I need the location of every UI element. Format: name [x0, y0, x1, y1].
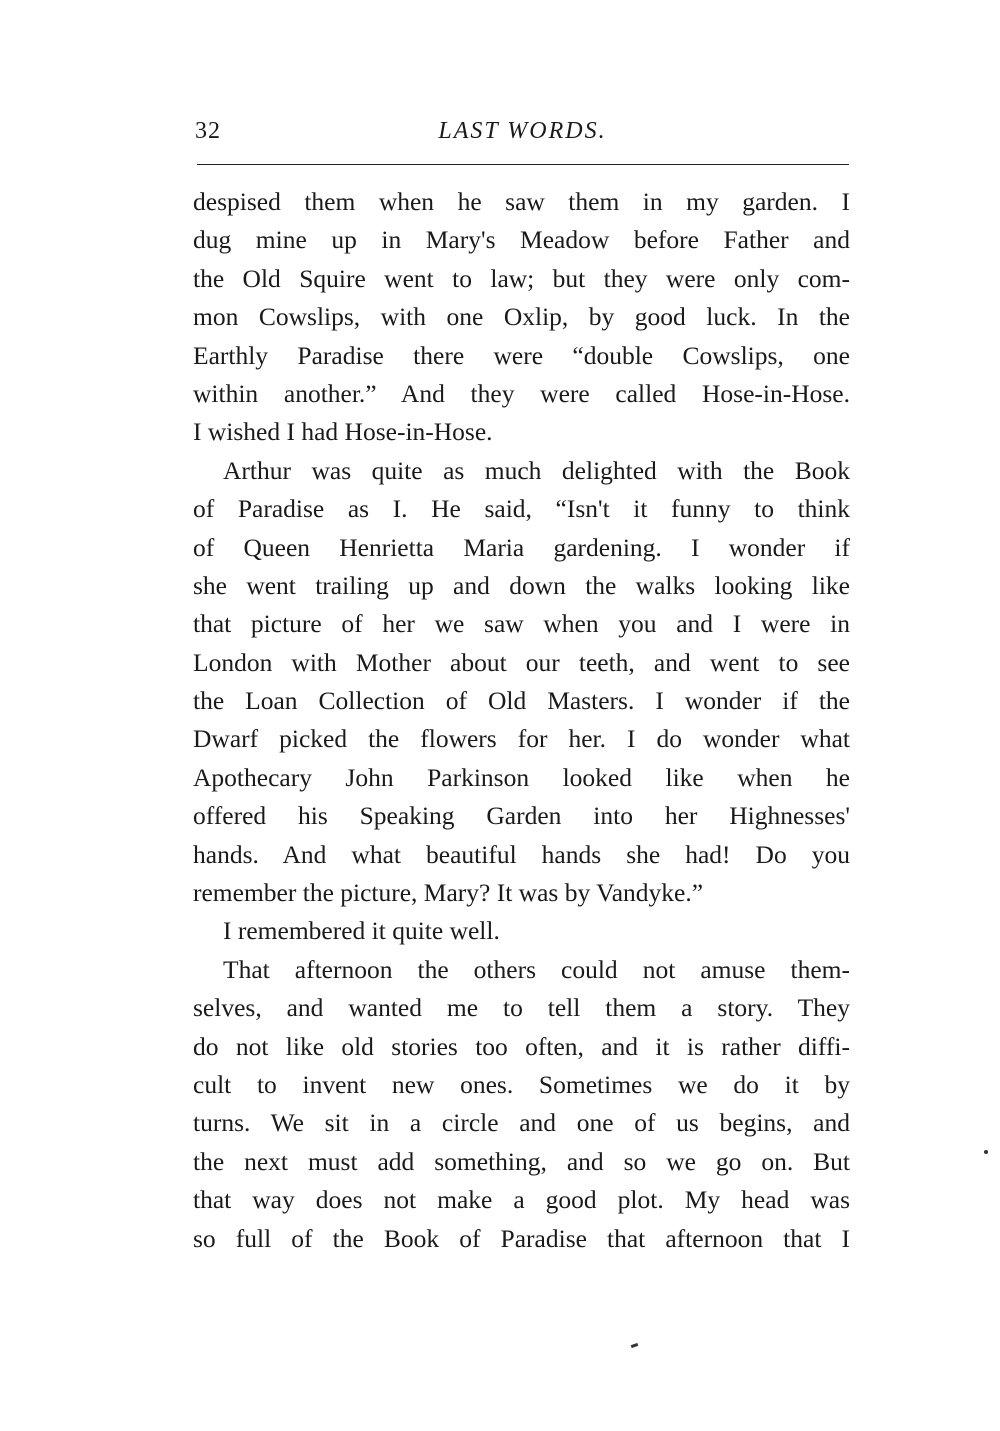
text-line: the Loan Collection of Old Masters. I wonder if the — [193, 686, 850, 716]
text-line: selves, and wanted me to tell them a story. They — [193, 993, 850, 1023]
text-line: mon Cowslips, with one Oxlip, by good luck. In the — [193, 302, 850, 332]
text-line: the Old Squire went to law; but they were only com- — [193, 263, 850, 293]
body-text — [193, 183, 850, 1258]
text-line: I wished I had Hose-in-Hose. — [193, 417, 493, 447]
text-line: do not like old stories too often, and it is rather diffi- — [193, 1031, 850, 1061]
text-line: so full of the Book of Paradise that afternoon that I — [193, 1223, 850, 1253]
scan-speck — [984, 1150, 988, 1154]
text-line: that picture of her we saw when you and I were in — [193, 609, 850, 639]
header-rule — [197, 164, 849, 165]
text-line: offered his Speaking Garden into her Highnesses' — [193, 801, 850, 831]
text-line: the next must add something, and so we go on. But — [193, 1146, 850, 1176]
text-line: London with Mother about our teeth, and went to see — [193, 647, 850, 677]
text-line: Dwarf picked the flowers for her. I do wonder what — [193, 724, 850, 754]
text-line: That afternoon the others could not amuse them- — [223, 954, 850, 984]
page-number: 32 — [195, 118, 221, 144]
text-line: remember the picture, Mary? It was by Vandyke.” — [193, 878, 704, 908]
text-line: despised them when he saw them in my garden. I — [193, 187, 850, 216]
text-line: hands. And what beautiful hands she had! Do you — [193, 839, 850, 869]
text-line: turns. We sit in a circle and one of us begins, and — [193, 1108, 850, 1138]
text-line: she went trailing up and down the walks looking like — [193, 570, 850, 600]
scan-speck — [631, 1343, 639, 1348]
running-title: LAST WORDS. — [438, 118, 607, 144]
text-line: cult to invent new ones. Sometimes we do it by — [193, 1069, 850, 1099]
text-line: I remembered it quite well. — [223, 916, 500, 946]
text-line: Apothecary John Parkinson looked like when he — [193, 762, 850, 792]
text-line: of Paradise as I. He said, “Isn't it funny to think — [193, 494, 850, 524]
text-line: that way does not make a good plot. My head was — [193, 1185, 850, 1215]
page-header — [195, 114, 850, 148]
text-line: of Queen Henrietta Maria gardening. I wonder if — [193, 532, 850, 562]
text-line: within another.” And they were called Hose-in-Hose. — [193, 378, 850, 408]
text-line: Earthly Paradise there were “double Cowslips, one — [193, 340, 850, 370]
text-line: Arthur was quite as much delighted with the Book — [223, 455, 850, 485]
text-line: dug mine up in Mary's Meadow before Father and — [193, 225, 850, 255]
